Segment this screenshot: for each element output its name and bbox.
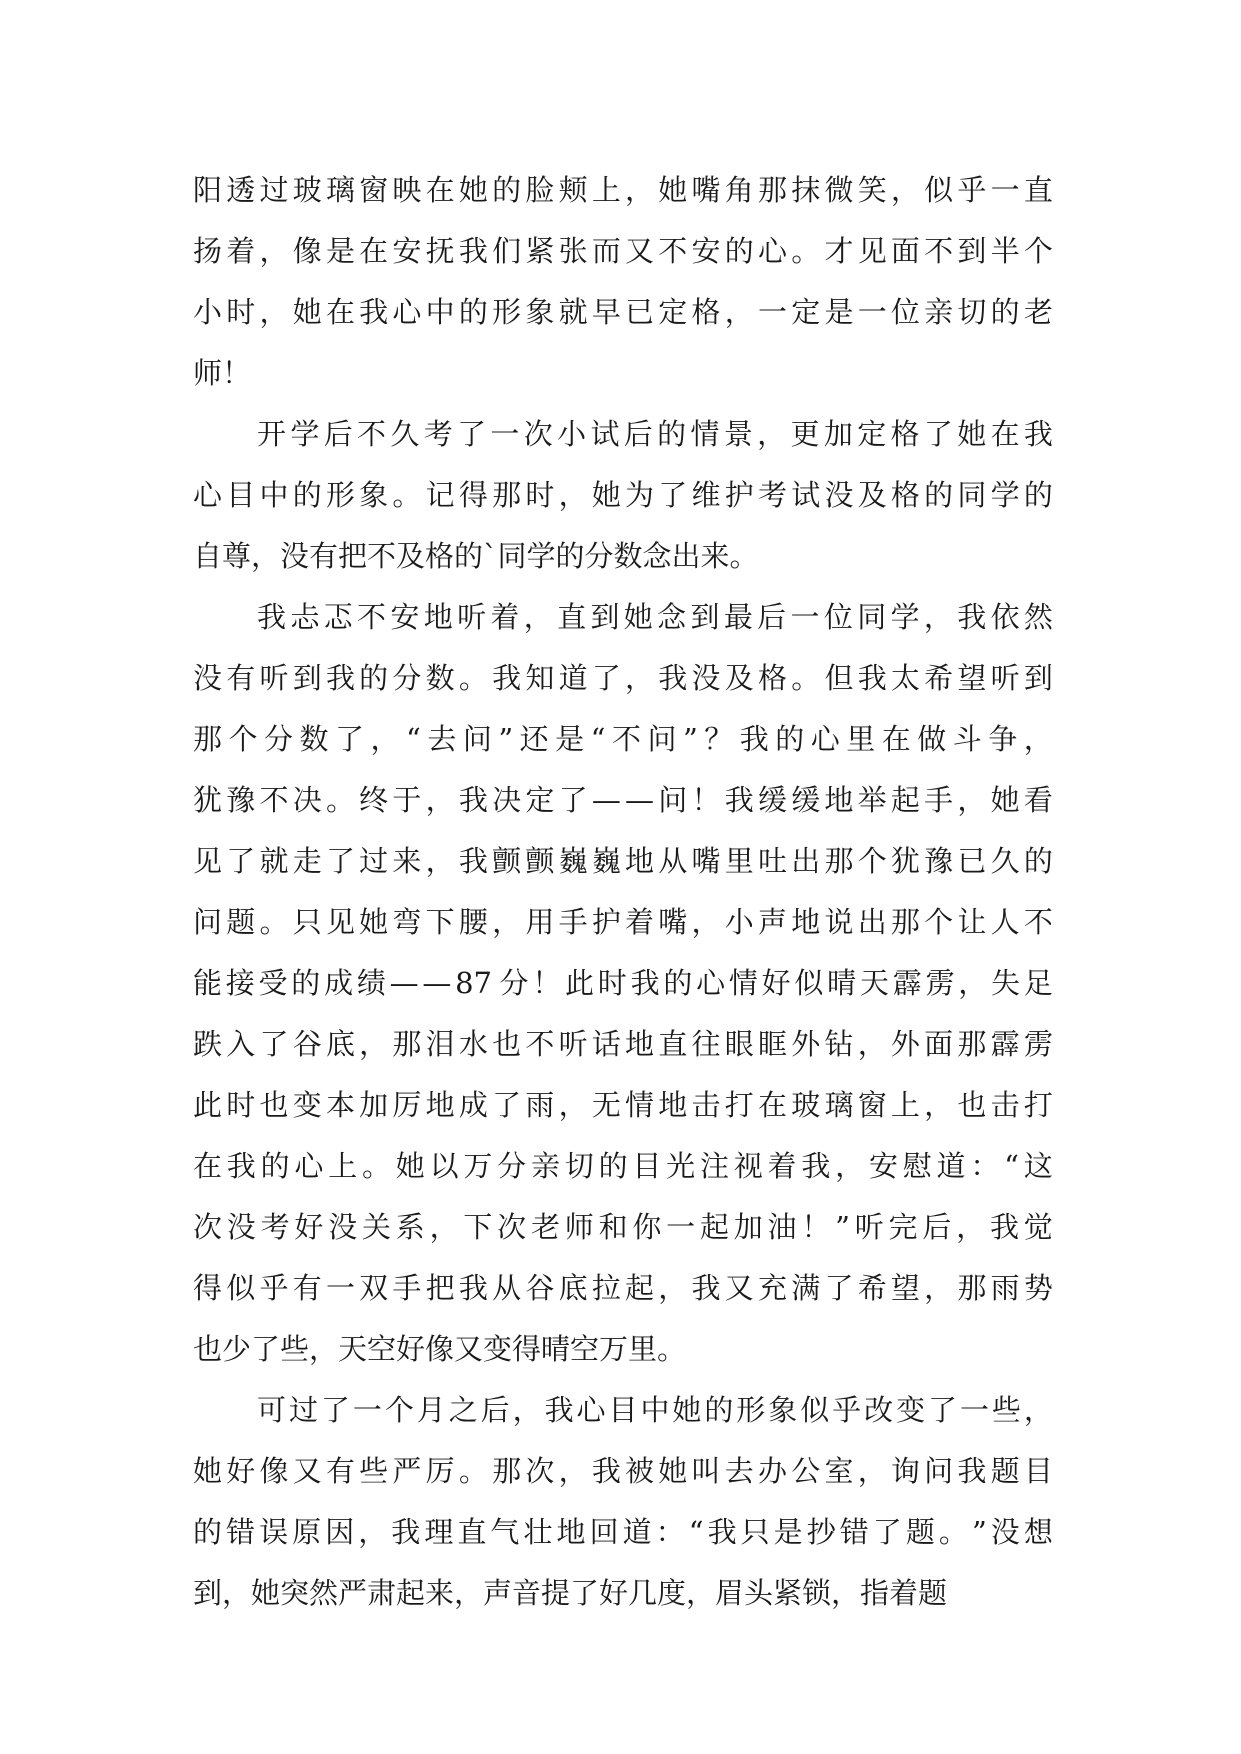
body-text (193, 160, 1053, 1624)
text-line: 次 没 考 好 没 关 系 ， 下 次 老 师 和 你 一 起 加 油 ！ ” 听 完 后 ， 我 觉 (193, 1210, 1053, 1244)
text-line: 那 个 分 数 了 ， “ 去 问 ” 还 是 “ 不 问 ” ？ 我 的 心 里 在 做 斗 争 ， (193, 722, 1053, 756)
text-line: 扬 着 ， 像 是 在 安 抚 我 们 紧 张 而 又 不 安 的 心 。 才 见 面 不 到 半 个 (193, 234, 1053, 268)
text-line: 此 时 也 变 本 加 厉 地 成 了 雨 ， 无 情 地 击 打 在 玻 璃 窗 上 ， 也 击 打 (193, 1088, 1053, 1122)
text-line: 在 我 的 心 上 。 她 以 万 分 亲 切 的 目 光 注 视 着 我 ， 安 慰 道 ： “ 这 (193, 1149, 1053, 1183)
text-line: 跌 入 了 谷 底 ， 那 泪 水 也 不 听 话 地 直 往 眼 眶 外 钻 ， 外 面 那 霹 雳 (193, 1027, 1053, 1061)
text-line: 我 忐 忑 不 安 地 听 着 ， 直 到 她 念 到 最 后 一 位 同 学 ， 我 依 然 (257, 600, 1053, 634)
text-line: 小 时 ， 她 在 我 心 中 的 形 象 就 早 已 定 格 ， 一 定 是 一 位 亲 切 的 老 (193, 295, 1053, 329)
text-line: 见 了 就 走 了 过 来 ， 我 颤 颤 巍 巍 地 从 嘴 里 吐 出 那 个 犹 豫 已 久 的 (193, 844, 1053, 878)
text-line: 犹 豫 不 决 。 终 于 ， 我 决 定 了 — — 问 ！ 我 缓 缓 地 举 起 手 ， 她 看 (193, 783, 1053, 817)
text-line: 的 错 误 原 因 ， 我 理 直 气 壮 地 回 道 ： “ 我 只 是 抄 错 了 题 。 ” 没 想 (193, 1515, 1053, 1549)
text-line: 可 过 了 一 个 月 之 后 ， 我 心 目 中 她 的 形 象 似 乎 改 变 了 一 些 ， (257, 1393, 1053, 1427)
text-line: 自尊，没有把不及格的`同学的分数念出来。 (193, 539, 759, 573)
text-line: 师！ (193, 356, 252, 390)
text-line: 得 似 乎 有 一 双 手 把 我 从 谷 底 拉 起 ， 我 又 充 满 了 希 望 ， 那 雨 势 (193, 1271, 1053, 1305)
text-line: 开 学 后 不 久 考 了 一 次 小 试 后 的 情 景 ， 更 加 定 格 了 她 在 我 (257, 417, 1053, 451)
text-line: 她 好 像 又 有 些 严 厉 。 那 次 ， 我 被 她 叫 去 办 公 室 ， 询 问 我 题 目 (193, 1454, 1053, 1488)
paragraph (193, 160, 1053, 404)
text-line: 阳 透 过 玻 璃 窗 映 在 她 的 脸 颊 上 ， 她 嘴 角 那 抹 微 笑 ， 似 乎 一 直 (193, 173, 1053, 207)
text-line: 能 接 受 的 成 绩 — — 87 分 ！ 此 时 我 的 心 情 好 似 晴 天 霹 雳 ， 失 足 (193, 966, 1053, 1000)
paragraph (193, 587, 1053, 1380)
paragraph (193, 404, 1053, 587)
text-line: 心 目 中 的 形 象 。 记 得 那 时 ， 她 为 了 维 护 考 试 没 及 格 的 同 学 的 (193, 478, 1053, 512)
text-line: 到，她突然严肃起来，声音提了好几度，眉头紧锁，指着题 (193, 1576, 948, 1610)
text-line: 没 有 听 到 我 的 分 数 。 我 知 道 了 ， 我 没 及 格 。 但 我 太 希 望 听 到 (193, 661, 1053, 695)
paragraph (193, 1380, 1053, 1624)
text-line: 也少了些，天空好像又变得晴空万里。 (193, 1332, 687, 1366)
text-line: 问 题 。 只 见 她 弯 下 腰 ， 用 手 护 着 嘴 ， 小 声 地 说 出 那 个 让 人 不 (193, 905, 1053, 939)
